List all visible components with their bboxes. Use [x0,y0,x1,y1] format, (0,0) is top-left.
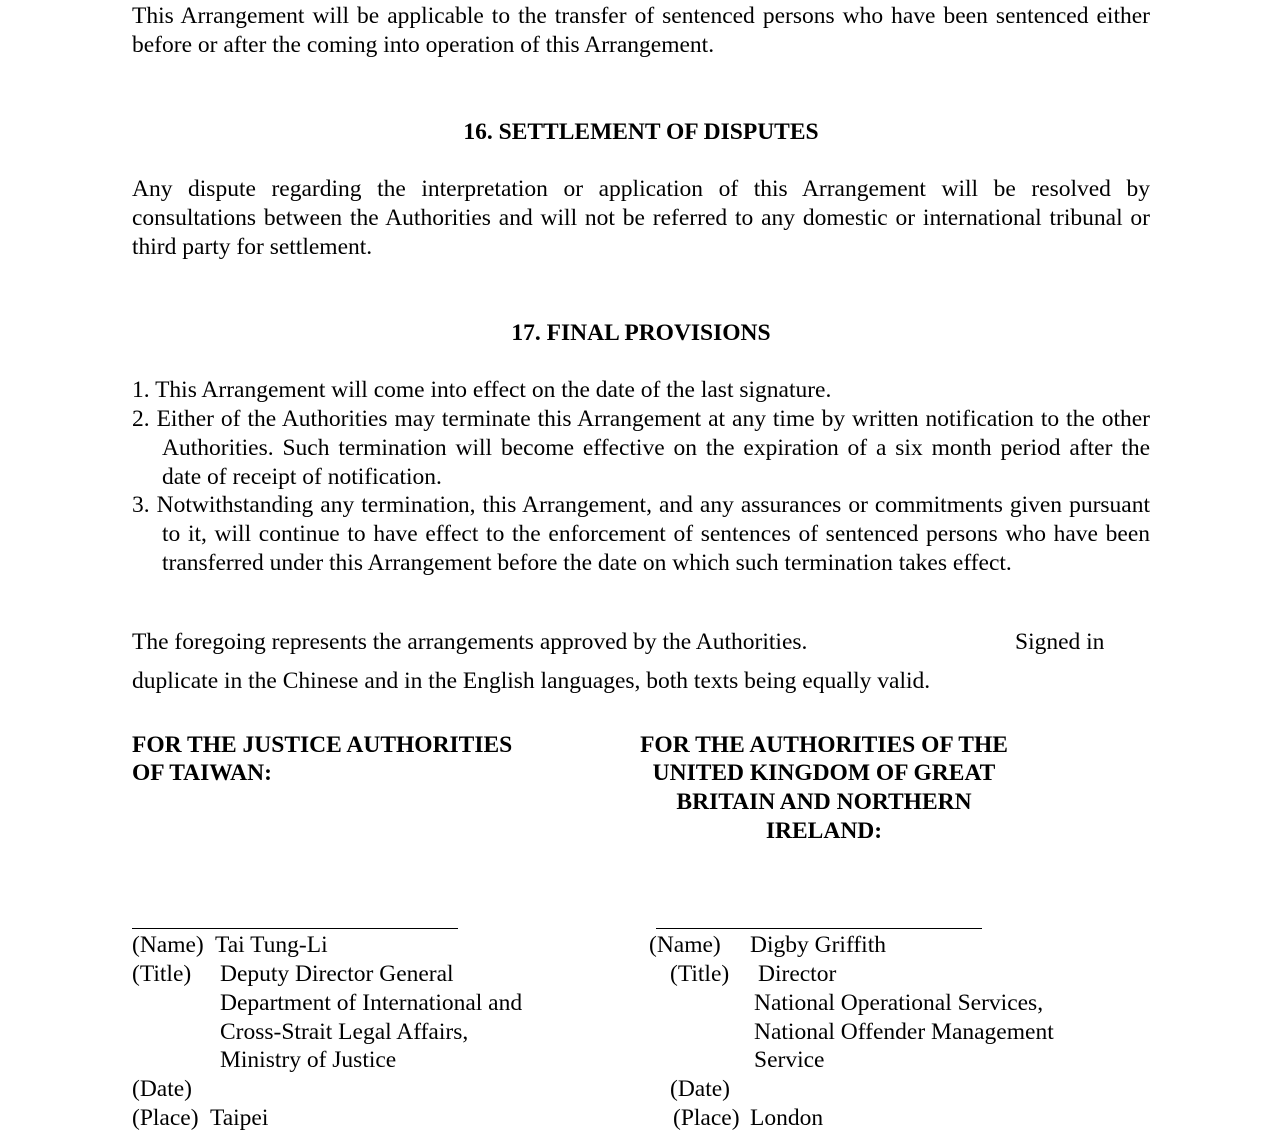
uk-heading-line-1: FOR THE AUTHORITIES OF THE [640,732,1008,758]
uk-heading-line-4: IRELAND: [765,818,883,844]
taiwan-heading-line-2: OF TAIWAN: [132,760,272,786]
taiwan-name: Tai Tung-Li [215,932,328,958]
section-17-heading: 17. FINAL PROVISIONS [511,320,771,346]
taiwan-title-line-1: Deputy Director General [220,961,454,987]
provision-item-2: 2. Either of the Authorities may terminate this Arrangement at any time by written notification to the other Authorities. Such termination will become effective on the expiration of a six month period after the date of receipt of notification. [132,406,1150,490]
uk-heading-line-2: UNITED KINGDOM OF GREAT [652,760,996,786]
uk-title-line-2: National Operational Services, [754,990,1044,1016]
taiwan-place-label: (Place) [132,1105,199,1131]
section-16-heading: 16. SETTLEMENT OF DISPUTES [463,119,819,145]
closing-line-2: duplicate in the Chinese and in the English languages, both texts being equally valid. [132,668,931,694]
uk-place-label: (Place) [673,1105,740,1131]
uk-title-label: (Title) [670,961,730,987]
uk-date-label: (Date) [670,1076,731,1102]
taiwan-title-label: (Title) [132,961,192,987]
section-16-text: Any dispute regarding the interpretation or application of this Arrangement will be resolved by consultations between the Authorities and will not be referred to any domestic or international tribunal or third party for settlement. [132,176,1150,260]
intro-paragraph: This Arrangement will be applicable to the transfer of sentenced persons who have been sentenced either before or after the coming into operation of this Arrangement. [132,3,1150,58]
taiwan-place: Taipei [210,1105,269,1131]
taiwan-signature-line [132,928,458,929]
closing-signed-in: Signed in [1015,629,1105,655]
provision-item-3: 3. Notwithstanding any termination, this Arrangement, and any assurances or commitments given pursuant to it, will continue to have effect to the enforcement of sentences of sentenced persons who have been transferred under this Arrangement before the date on which such termination takes effect. [132,492,1150,576]
taiwan-title-line-4: Ministry of Justice [220,1047,397,1073]
taiwan-title-line-3: Cross-Strait Legal Affairs, [220,1019,469,1045]
uk-name-label: (Name) [649,932,721,958]
uk-name: Digby Griffith [750,932,886,958]
uk-title-line-3: National Offender Management [754,1019,1054,1045]
uk-title-line-4: Service [754,1047,825,1073]
taiwan-title-line-2: Department of International and [220,990,523,1016]
uk-signature-line [656,928,982,929]
uk-heading-line-3: BRITAIN AND NORTHERN [676,789,972,815]
uk-place: London [750,1105,824,1131]
uk-title-line-1: Director [758,961,837,987]
closing-line-1: The foregoing represents the arrangements approved by the Authorities. [132,629,808,655]
taiwan-heading-line-1: FOR THE JUSTICE AUTHORITIES [132,732,513,758]
taiwan-date-label: (Date) [132,1076,193,1102]
taiwan-name-label: (Name) [132,932,204,958]
provision-item-1: 1. This Arrangement will come into effect on the date of the last signature. [132,377,832,403]
